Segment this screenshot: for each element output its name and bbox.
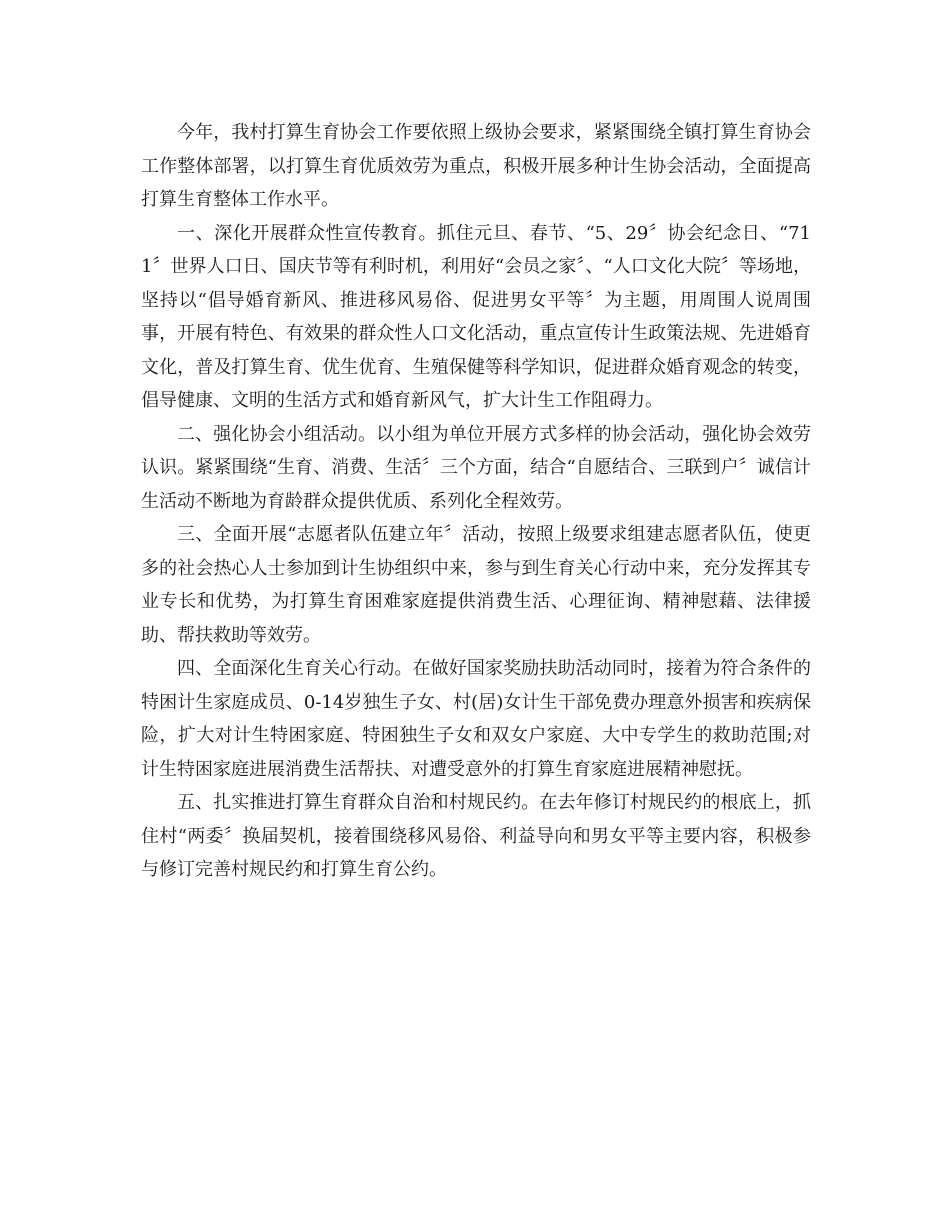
paragraph-section-2: 二、强化协会小组活动。以小组为单位开展方式多样的协会活动，强化协会效劳认识。紧紧围绕“生育、消费、生活〞三个方面，结合“自愿结合、三联到户〞诚信计生活动不断地为育龄群众提供优质、系列化全程效劳。 [141,423,811,512]
paragraph-section-4: 四、全面深化生育关心行动。在做好国家奖励扶助活动同时，接着为符合条件的特困计生家庭成员、0-14岁独生子女、村(居)女计生干部免费办理意外损害和疾病保险，扩大对计生特困家庭、特困独生子女和双女户家庭、大中专学生的救助范围;对计生特困家庭进展消费生活帮扶、对遭受意外的打算生育家庭进展精神慰抚。 [141,658,811,780]
document-body [141,116,811,887]
paragraph-section-5: 五、扎实推进打算生育群众自治和村规民约。在去年修订村规民约的根底上，抓住村“两委〞换届契机，接着围绕移风易俗、利益导向和男女平等主要内容，积极参与修订完善村规民约和打算生育公约。 [141,792,811,880]
paragraph-intro: 今年，我村打算生育协会工作要依照上级协会要求，紧紧围绕全镇打算生育协会工作整体部署，以打算生育优质效劳为重点，积极开展多种计生协会活动，全面提高打算生育整体工作水平。 [141,122,811,210]
paragraph-section-1: 一、深化开展群众性宣传教育。抓住元旦、春节、“5、29〞协会纪念日、“711〞世界人口日、国庆节等有利时机，利用好“会员之家〞、“人口文化大院〞等场地，坚持以“倡导婚育新风、推进移风易俗、促进男女平等〞为主题，用周围人说周围事，开展有特色、有效果的群众性人口文化活动，重点宣传计生政策法规、先进婚育文化，普及打算生育、优生优育、生殖保健等科学知识，促进群众婚育观念的转变，倡导健康、文明的生活方式和婚育新风气，扩大计生工作阻碍力。 [141,222,811,411]
paragraph-section-3: 三、全面开展“志愿者队伍建立年〞活动，按照上级要求组建志愿者队伍，使更多的社会热心人士参加到计生协组织中来，参与到生育关心行动中来，充分发挥其专业专长和优势，为打算生育困难家庭提供消费生活、心理征询、精神慰藉、法律援助、帮扶救助等效劳。 [141,524,811,646]
